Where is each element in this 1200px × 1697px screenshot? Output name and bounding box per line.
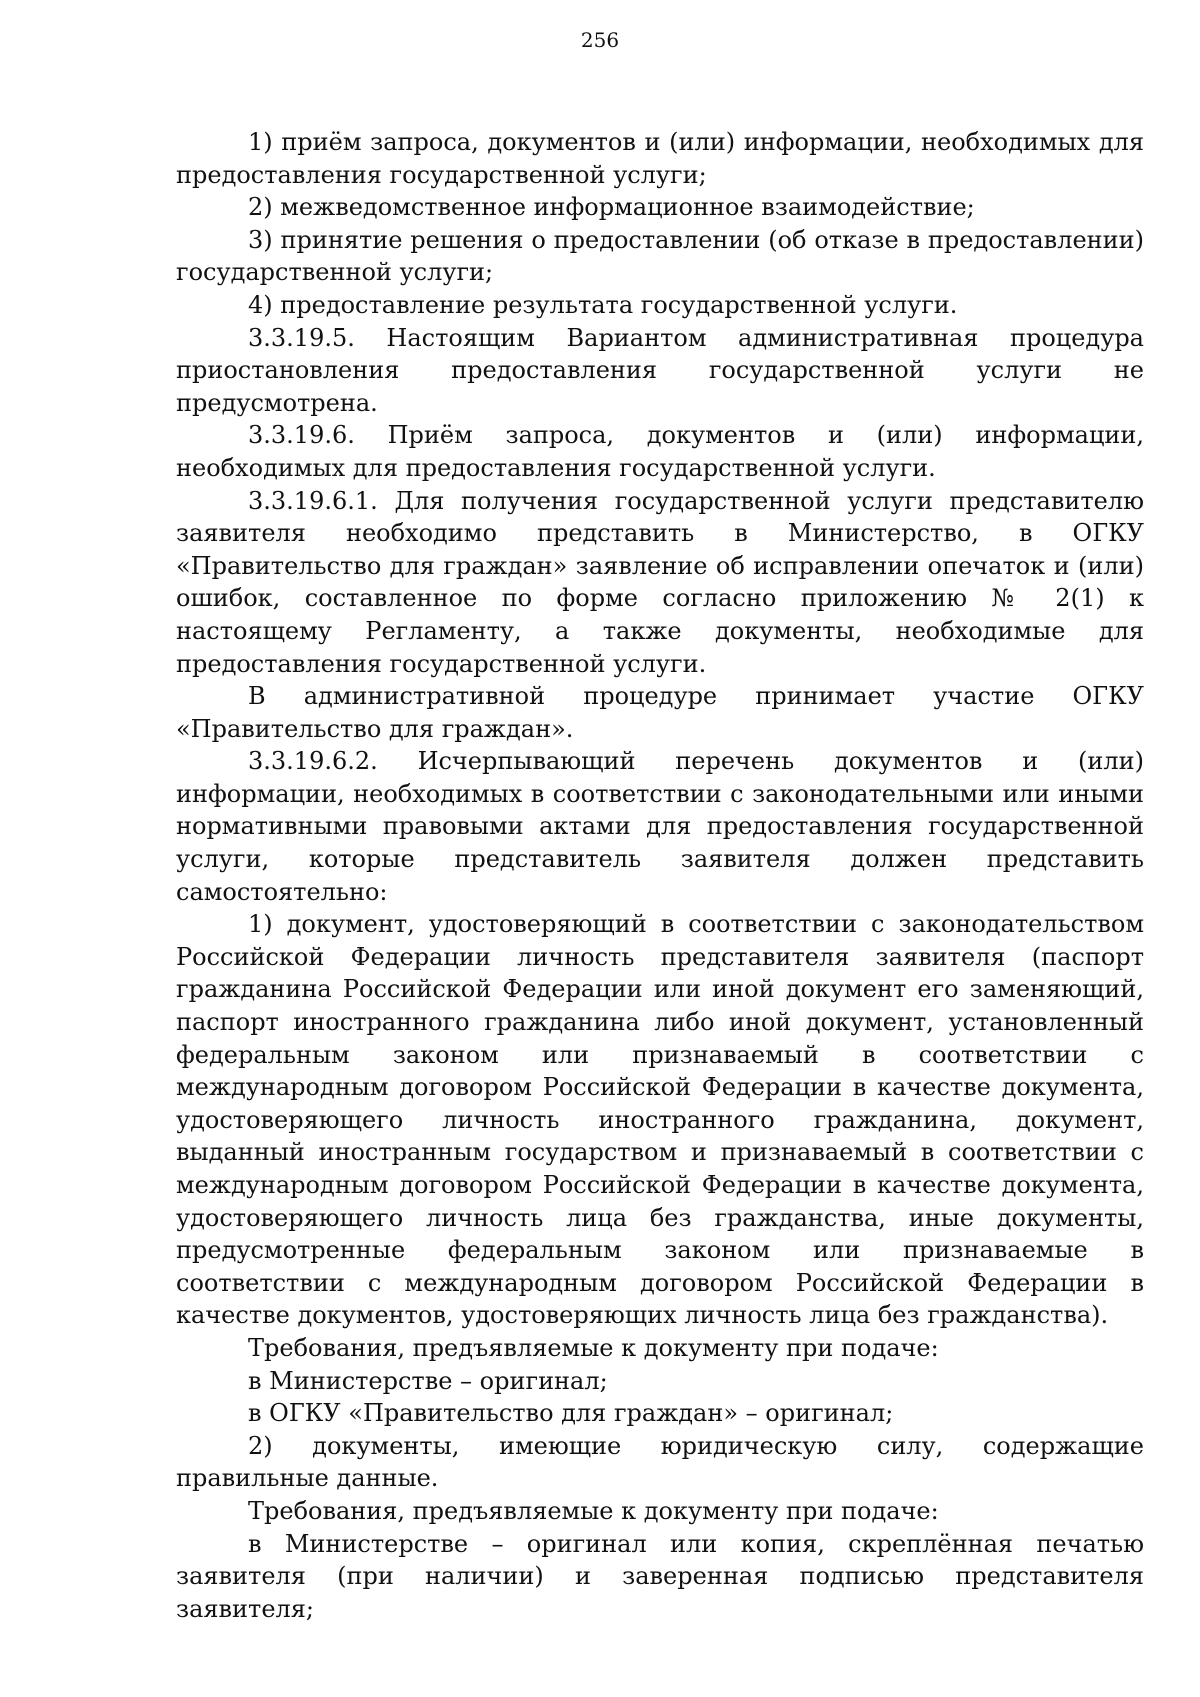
paragraph-6: 3.3.19.6. Приём запроса, документов и (или) информации, необходимых для предоставления государственной услуги. <box>176 421 1144 482</box>
paragraph-8: В административной процедуре принимает участие ОГКУ «Правительство для граждан». <box>176 682 1144 743</box>
paragraph-15: Требования, предъявляемые к документу при подаче: <box>248 1496 939 1525</box>
paragraph-3: 3) принятие решения о предоставлении (об отказе в предоставлении) государственной услуги; <box>176 225 1144 287</box>
document-body <box>176 126 1144 1625</box>
paragraph-11: Требования, предъявляемые к документу при подаче: <box>248 1333 939 1362</box>
paragraph-16: в Министерстве – оригинал или копия, скреплённая печатью заявителя (при наличии) и заверенная подписью представителя заявителя; <box>176 1529 1144 1623</box>
paragraph-2: 2) межведомственное информационное взаимодействие; <box>248 193 975 222</box>
paragraph-4: 4) предоставление результата государственной услуги. <box>248 290 958 319</box>
paragraph-13: в ОГКУ «Правительство для граждан» – оригинал; <box>248 1399 894 1428</box>
paragraph-1: 1) приём запроса, документов и (или) информации, необходимых для предоставления государственной услуги; <box>176 128 1144 189</box>
paragraph-7: 3.3.19.6.1. Для получения государственной услуги представителю заявителя необходимо представить в Министерство, в ОГКУ «Правительство для граждан» заявление об исправлении опечаток и (или) ошибок, составленное по форме согласно приложению № 2(1) к настоящему Регламенту, а также документы, необходимые для предоставления государственной услуги. <box>176 486 1144 678</box>
page-number: 256 <box>580 28 620 52</box>
paragraph-9: 3.3.19.6.2. Исчерпывающий перечень документов и (или) информации, необходимых в соответствии с законодательными или иными нормативными правовыми актами для предоставления государственной услуги, которые представитель заявителя должен представить самостоятельно: <box>176 747 1144 906</box>
paragraph-10: 1) документ, удостоверяющий в соответствии с законодательством Российской Федерации личность представителя заявителя (паспорт гражданина Российской Федерации или иной документ его заменяющий, паспорт иностранного гражданина либо иной документ, установленный федеральным законом или признаваемый в соответствии с международным договором Российской Федерации в качестве документа, удостоверяющего личность иностранного гражданина, документ, выданный иностранным государством и признаваемый в соответствии с международным договором Российской Федерации в качестве документа, удостоверяющего личность лица без гражданства, иные документы, предусмотренные федеральным законом или признаваемые в соответствии с международным договором Российской Федерации в качестве документов, удостоверяющих личность лица без гражданства). <box>176 910 1144 1330</box>
paragraph-14: 2) документы, имеющие юридическую силу, содержащие правильные данные. <box>176 1431 1144 1493</box>
paragraph-5: 3.3.19.5. Настоящим Вариантом административная процедура приостановления предоставления государственной услуги не предусмотрена. <box>176 323 1144 417</box>
paragraph-12: в Министерстве – оригинал; <box>248 1366 608 1395</box>
